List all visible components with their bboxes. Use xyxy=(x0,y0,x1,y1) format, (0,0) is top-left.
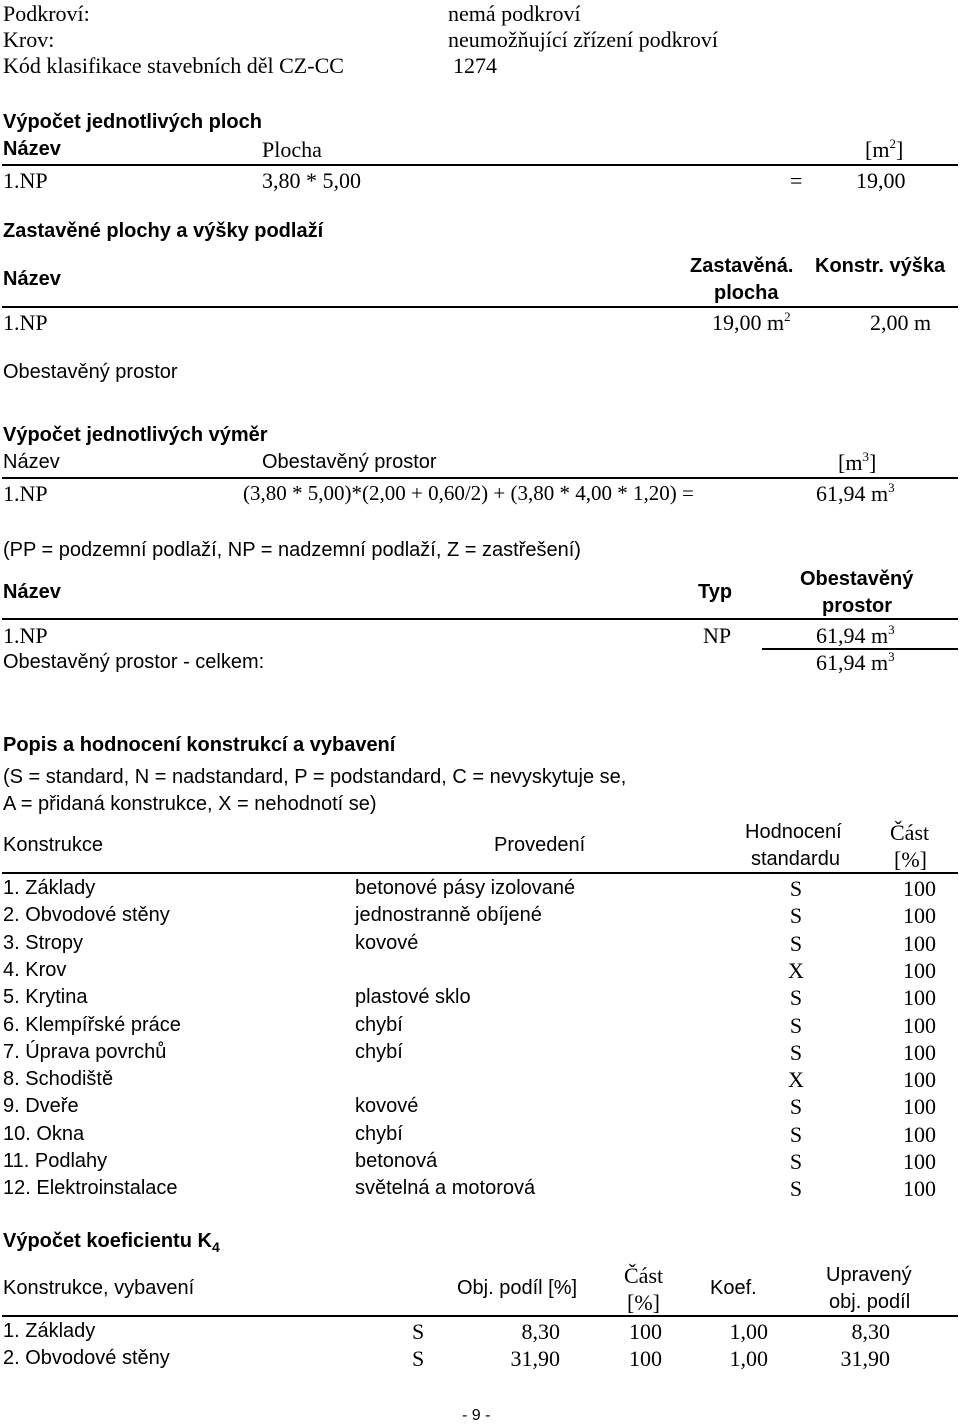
row-konstrukce: 3. Stropy xyxy=(3,932,84,954)
row-konstrukce: 5. Krytina xyxy=(3,986,88,1008)
koef-row-upr: 8,30 xyxy=(851,1319,890,1344)
divider xyxy=(2,1315,958,1317)
row-cast: 100 xyxy=(903,1122,936,1147)
total-value: 61,94 $m^3$ xyxy=(816,649,895,675)
row-hodnoceni: X xyxy=(788,1067,804,1092)
kod-label: Kód klasifikace stavebních děl CZ-CC xyxy=(3,53,344,78)
row-cast: 100 xyxy=(903,1149,936,1174)
zastavene-row-vyska: 2,00 m xyxy=(870,310,932,335)
zastavene-row-plocha: 19,00 $m^2$ xyxy=(712,309,791,335)
row-cast: 100 xyxy=(903,1013,936,1038)
koef-row-koef: 1,00 xyxy=(729,1319,768,1344)
koef-row-cast: 100 xyxy=(629,1319,662,1344)
row-hodnoceni: S xyxy=(789,1149,803,1174)
divider xyxy=(2,164,958,166)
row-konstrukce: 4. Krov xyxy=(3,959,67,981)
koef-col-upr-1: Upravený xyxy=(826,1264,912,1286)
row-cast: 100 xyxy=(903,1176,936,1201)
row-cast: 100 xyxy=(903,958,936,983)
krov-label: Krov: xyxy=(3,27,55,52)
zastavene-row-name: 1.NP xyxy=(3,310,48,335)
row-konstrukce: 2. Obvodové stěny xyxy=(3,904,170,926)
row-konstrukce: 7. Úprava povrchů xyxy=(3,1041,167,1063)
plochy-col-nazev: Název xyxy=(3,138,61,160)
popis-col-provedeni: Provedení xyxy=(494,834,586,856)
koef-row-s: S xyxy=(412,1346,425,1371)
kod-value: 1274 xyxy=(453,53,497,78)
plochy-row-formula: 3,80 * 5,00 xyxy=(262,168,361,193)
vymer-row-name: 1.NP xyxy=(3,481,48,506)
popis-col-cast-2: [%] xyxy=(894,847,927,872)
koef-row-koef: 1,00 xyxy=(729,1346,768,1371)
koef-row-s: S xyxy=(412,1319,425,1344)
row-konstrukce: 10. Okna xyxy=(3,1123,85,1145)
popis-col-cast-1: Část xyxy=(890,820,930,845)
vymer-col-unit: $[m^3]$ xyxy=(838,449,877,475)
koef-col-koef: Koef. xyxy=(710,1277,757,1299)
row-cast: 100 xyxy=(903,1094,936,1119)
obestaveny-title: Obestavěný prostor xyxy=(3,361,178,383)
koef-col-upr-2: obj. podíl xyxy=(829,1291,911,1313)
zastavene-col-zast-2: plocha xyxy=(714,282,779,304)
row-provedeni: chybí xyxy=(355,1014,403,1036)
koef-col-konstrukce: Konstrukce, vybavení xyxy=(3,1277,195,1299)
row-hodnoceni: X xyxy=(788,958,804,983)
row-provedeni: betonová xyxy=(355,1150,438,1172)
plochy-row-name: 1.NP xyxy=(3,168,48,193)
row-konstrukce: 8. Schodiště xyxy=(3,1068,114,1090)
row-hodnoceni: S xyxy=(789,985,803,1010)
vymer-col-prostor: Obestavěný prostor xyxy=(262,451,437,473)
koef-row-konstrukce: 2. Obvodové stěny xyxy=(3,1347,170,1369)
row-cast: 100 xyxy=(903,903,936,928)
row-hodnoceni: S xyxy=(789,903,803,928)
row-hodnoceni: S xyxy=(789,1094,803,1119)
row-provedeni: kovové xyxy=(355,1095,419,1117)
divider xyxy=(2,306,958,308)
koef-row-upr: 31,90 xyxy=(840,1346,890,1371)
koef-col-cast-1: Část xyxy=(624,1263,664,1288)
t2-row-name: 1.NP xyxy=(3,623,48,648)
row-konstrukce: 1. Základy xyxy=(3,877,96,899)
row-konstrukce: 11. Podlahy xyxy=(3,1150,108,1172)
row-provedeni: kovové xyxy=(355,932,419,954)
zastavene-title: Zastavěné plochy a výšky podlaží xyxy=(3,220,324,242)
t2-col-typ: Typ xyxy=(698,581,733,603)
plochy-col-unit: $[m^2]$ xyxy=(865,136,904,162)
vymer-row-formula: (3,80 * 5,00)*(2,00 + 0,60/2) + (3,80 * 4,00 * 1,20) = xyxy=(243,481,694,505)
row-konstrukce: 9. Dveře xyxy=(3,1095,79,1117)
popis-legend-1: (S = standard, N = nadstandard, P = podstandard, C = nevyskytuje se, xyxy=(3,766,627,788)
podkrovi-value: nemá podkroví xyxy=(448,1,581,26)
row-hodnoceni: S xyxy=(789,931,803,956)
plochy-row-eq: = xyxy=(790,168,803,193)
row-cast: 100 xyxy=(903,1040,936,1065)
koef-col-obj: Obj. podíl [%] xyxy=(457,1277,578,1299)
row-provedeni: chybí xyxy=(355,1123,403,1145)
row-cast: 100 xyxy=(903,1067,936,1092)
row-hodnoceni: S xyxy=(789,1013,803,1038)
row-konstrukce: 12. Elektroinstalace xyxy=(3,1177,178,1199)
row-hodnoceni: S xyxy=(789,1176,803,1201)
vymer-title: Výpočet jednotlivých výměr xyxy=(3,424,268,446)
row-hodnoceni: S xyxy=(789,1040,803,1065)
t2-col-ob-1: Obestavěný xyxy=(800,568,914,590)
krov-value: neumožňující zřízení podkroví xyxy=(448,27,719,52)
row-konstrukce: 6. Klempířské práce xyxy=(3,1014,181,1036)
row-provedeni: světelná a motorová xyxy=(355,1177,536,1199)
plochy-row-value: 19,00 xyxy=(856,168,906,193)
t2-col-ob-2: prostor xyxy=(822,595,892,617)
row-cast: 100 xyxy=(903,931,936,956)
plochy-col-plocha: Plocha xyxy=(262,137,322,162)
page-number: - 9 - xyxy=(462,1407,491,1424)
row-provedeni: chybí xyxy=(355,1041,403,1063)
koef-row-konstrukce: 1. Základy xyxy=(3,1320,96,1342)
popis-col-konstrukce: Konstrukce xyxy=(3,834,104,856)
plochy-title: Výpočet jednotlivých ploch xyxy=(3,111,262,133)
koef-row-cast: 100 xyxy=(629,1346,662,1371)
t2-row-value: 61,94 $m^3$ xyxy=(816,622,895,648)
row-hodnoceni: S xyxy=(789,1122,803,1147)
zastavene-col-konstr: Konstr. výška xyxy=(815,255,946,277)
row-provedeni: jednostranně obíjené xyxy=(355,904,542,926)
total-label: Obestavěný prostor - celkem: xyxy=(3,651,265,673)
koef-row-obj: 31,90 xyxy=(510,1346,560,1371)
divider xyxy=(2,477,958,479)
t2-col-nazev: Název xyxy=(3,581,61,603)
vymer-row-value: 61,94 $m^3$ xyxy=(816,480,895,506)
koef-col-cast-2: [%] xyxy=(627,1290,660,1315)
t2-row-typ: NP xyxy=(703,623,732,648)
popis-title: Popis a hodnocení konstrukcí a vybavení xyxy=(3,734,396,756)
row-cast: 100 xyxy=(903,985,936,1010)
zastavene-col-zast-1: Zastavěná. xyxy=(690,255,794,277)
obestaveny-legend: (PP = podzemní podlaží, NP = nadzemní podlaží, Z = zastřešení) xyxy=(3,539,581,561)
popis-legend-2: A = přidaná konstrukce, X = nehodnotí se) xyxy=(3,793,377,815)
row-hodnoceni: S xyxy=(789,876,803,901)
koef-row-obj: 8,30 xyxy=(521,1319,560,1344)
vymer-col-nazev: Název xyxy=(3,451,60,473)
divider xyxy=(2,618,958,620)
row-provedeni: betonové pásy izolované xyxy=(355,877,576,899)
zastavene-col-nazev: Název xyxy=(3,268,61,290)
row-cast: 100 xyxy=(903,876,936,901)
row-provedeni: plastové sklo xyxy=(355,986,471,1008)
popis-col-hodnoceni-1: Hodnocení xyxy=(745,821,842,843)
podkrovi-label: Podkroví: xyxy=(3,1,90,26)
popis-col-hodnoceni-2: standardu xyxy=(751,848,840,870)
koef-title: Výpočet koeficientu $K_4$ xyxy=(3,1230,220,1255)
divider xyxy=(2,872,958,874)
